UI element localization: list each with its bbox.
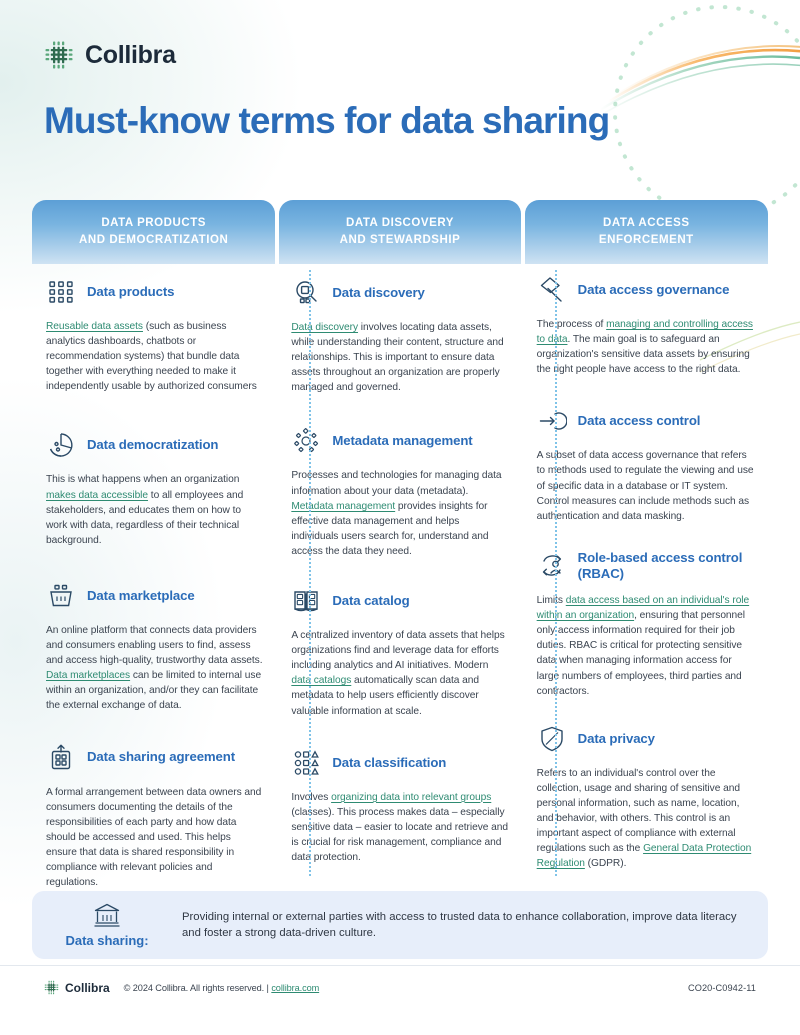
term-header bbox=[46, 580, 263, 612]
term-data-catalog bbox=[291, 585, 508, 719]
term-title: Data classification bbox=[332, 754, 447, 770]
column-divider-2 bbox=[555, 270, 557, 876]
footer-content bbox=[44, 980, 756, 995]
column-header-line1: DATA ACCESS bbox=[603, 217, 690, 230]
term-description: Limits data access based on an individual's role within an organization, ensuring that personnel only access information required for their job duties. RBAC is critical for protecting sensitive data when managing information access for large numbers of employees, third parties and contractors. bbox=[536, 595, 750, 697]
term-title: Data sharing agreement bbox=[87, 749, 236, 765]
footer-website-link[interactable]: collibra.com bbox=[271, 982, 320, 993]
column-header-line1: DATA DISCOVERY bbox=[345, 217, 454, 230]
column-items-3 bbox=[537, 200, 754, 871]
shield-privacy-icon bbox=[537, 724, 567, 754]
column-header-line1: DATA PRODUCTS bbox=[101, 217, 206, 230]
term-description: Data discovery involves locating data assets, while understanding their content, structure and relationships. This is important to ensure data assets throughout an organization are properly managed and governed. bbox=[291, 322, 504, 394]
term-title: Data privacy bbox=[577, 730, 655, 746]
footer-brand-name: Collibra bbox=[65, 980, 110, 995]
magnifier-square-icon bbox=[291, 278, 321, 308]
bank-institution-icon bbox=[92, 902, 122, 930]
term-header bbox=[537, 550, 754, 582]
term-role-based-access-control bbox=[537, 550, 754, 699]
inline-link[interactable]: General Data Protection Regulation bbox=[536, 843, 752, 870]
term-title: Data access governance bbox=[577, 281, 730, 297]
term-header bbox=[46, 429, 263, 461]
term-header bbox=[537, 274, 754, 306]
term-data-access-control bbox=[537, 405, 754, 523]
data-sharing-banner bbox=[32, 891, 768, 959]
banner-label-group bbox=[32, 902, 182, 948]
term-title: Data access control bbox=[577, 413, 701, 429]
term-data-access-governance bbox=[537, 274, 754, 377]
column-divider-1 bbox=[309, 270, 311, 876]
user-role-cycle-icon bbox=[537, 551, 567, 581]
page-footer bbox=[0, 965, 800, 1035]
document-code: CO20-C0942-11 bbox=[687, 982, 756, 993]
term-description: Involves organizing data into relevant groups (classes). This process makes data – especially sensitive data – easier to locate and retrieve and is crucial for risk management, compliance and data protection. bbox=[291, 791, 508, 863]
brand-name: Collibra bbox=[85, 40, 176, 69]
column-header-line2: AND DEMOCRATIZATION bbox=[79, 234, 229, 246]
term-header bbox=[537, 405, 754, 437]
inline-link[interactable]: Metadata management bbox=[291, 500, 396, 512]
term-data-sharing-agreement bbox=[46, 742, 263, 891]
upload-document-icon bbox=[46, 743, 76, 773]
inline-link[interactable]: data access based on an individual's role within an organization bbox=[536, 595, 750, 622]
grid-dots-icon bbox=[46, 277, 76, 307]
term-title: Metadata management bbox=[332, 433, 473, 449]
term-header bbox=[46, 276, 263, 308]
term-description: This is what happens when an organization makes data accessible to all employees and stakeholders, and educates them on how to work with data, regardless of their technical background. bbox=[46, 474, 244, 546]
term-title: Data marketplace bbox=[87, 587, 195, 603]
column-items-1 bbox=[46, 200, 263, 890]
term-title: Data catalog bbox=[332, 592, 410, 608]
inline-link[interactable]: Reusable data assets bbox=[46, 321, 143, 332]
term-title: Data democratization bbox=[87, 437, 219, 453]
pie-share-icon bbox=[46, 430, 76, 460]
term-data-products bbox=[46, 276, 263, 394]
page-title: Must-know terms for data sharing bbox=[44, 100, 610, 141]
open-book-icon bbox=[291, 586, 321, 616]
term-title: Data discovery bbox=[332, 284, 425, 300]
term-description: Processes and technologies for managing data information about your data (metadata). Metadata management provides insights for effective data management and helps individuals users search for, understand and access the data they need. bbox=[291, 470, 502, 557]
term-description: An online platform that connects data providers and consumers enabling users to find, assess and access high-quality, trustworthy data assets. Data marketplaces can be limited to internal use within an organization, and/or they can facilitate the external exchange of data. bbox=[46, 624, 263, 712]
inline-link[interactable]: makes data accessible bbox=[46, 489, 149, 501]
metadata-nodes-icon bbox=[291, 426, 321, 456]
term-header bbox=[46, 742, 263, 774]
terms-board bbox=[32, 200, 768, 889]
term-data-privacy bbox=[537, 723, 754, 872]
brand-logo bbox=[44, 40, 176, 70]
column-data-discovery bbox=[277, 200, 522, 882]
term-data-marketplace bbox=[46, 580, 263, 714]
term-header bbox=[291, 425, 508, 457]
term-title: Data products bbox=[87, 283, 175, 299]
term-title: Role-based access control (RBAC) bbox=[577, 549, 743, 581]
inline-link[interactable]: Data marketplaces bbox=[46, 670, 131, 682]
column-header-line2: ENFORCEMENT bbox=[598, 234, 694, 246]
banner-label: Data sharing: bbox=[65, 933, 149, 948]
term-description: Reusable data assets (such as business analytics dashboards, chatbots or recommendation systems) that bundle data together with everything needed to make it independently usable by authorized consumers bbox=[46, 321, 257, 393]
column-header-line2: AND STEWARDSHIP bbox=[339, 234, 461, 246]
governance-flag-icon bbox=[537, 275, 567, 305]
term-data-classification bbox=[291, 747, 508, 865]
collibra-mark-icon bbox=[44, 40, 74, 70]
term-header bbox=[537, 723, 754, 755]
footer-copyright bbox=[124, 983, 319, 993]
shapes-grid-icon bbox=[291, 748, 321, 778]
footer-copyright-text: © 2024 Collibra. All rights reserved. | bbox=[123, 982, 272, 993]
term-header bbox=[291, 585, 508, 617]
term-description: The process of managing and controlling access to data. The main goal is to safeguard an organization's sensitive data assets by ensuring the right people have access to the right data. bbox=[536, 319, 753, 376]
collibra-mark-icon bbox=[44, 980, 59, 995]
shopping-basket-icon bbox=[46, 581, 76, 611]
inline-link[interactable]: Data discovery bbox=[291, 322, 359, 333]
term-header bbox=[291, 747, 508, 779]
banner-text: Providing internal or external parties with access to trusted data to enhance collaboration, improve data literacy and foster a strong data-driven culture. bbox=[182, 910, 737, 939]
column-items-2 bbox=[291, 200, 508, 865]
term-metadata-management bbox=[291, 425, 508, 559]
inline-link[interactable]: organizing data into relevant groups bbox=[331, 791, 492, 803]
term-data-democratization bbox=[46, 429, 263, 547]
arrow-into-circle-icon bbox=[537, 406, 567, 436]
footer-brand bbox=[44, 980, 110, 995]
term-description: A subset of data access governance that refers to methods used to regulate the viewing and use of specific data in a database or IT system. Control measures can include methods such as authentication and data masking. bbox=[536, 450, 754, 522]
term-description: Refers to an individual's control over the collection, usage and sharing of sensitive and personal information, such as name, location, and behavior, with others. This control is an important aspect of compliance with external regulations such as the General Data Protection Regulation (GDPR). bbox=[536, 767, 752, 870]
inline-link[interactable]: managing and controlling access to data bbox=[536, 319, 753, 346]
term-description: A formal arrangement between data owners and consumers documenting the details of the responsibilities of each party and how data should be accessed and used. This helps ensure that data is shared responsibility in compliance with relevant policies and regulations. bbox=[46, 786, 262, 889]
term-data-discovery bbox=[291, 277, 508, 395]
column-data-access-enforcement bbox=[523, 200, 768, 882]
inline-link[interactable]: data catalogs bbox=[291, 675, 352, 687]
term-description: A centralized inventory of data assets that helps organizations find and leverage data for efforts including analytics and AI initiatives. Modern data catalogs automatically scan data and metadata to help users efficiently discover valuable information at scale. bbox=[291, 630, 505, 717]
column-data-products bbox=[32, 200, 277, 889]
term-header bbox=[291, 277, 508, 309]
